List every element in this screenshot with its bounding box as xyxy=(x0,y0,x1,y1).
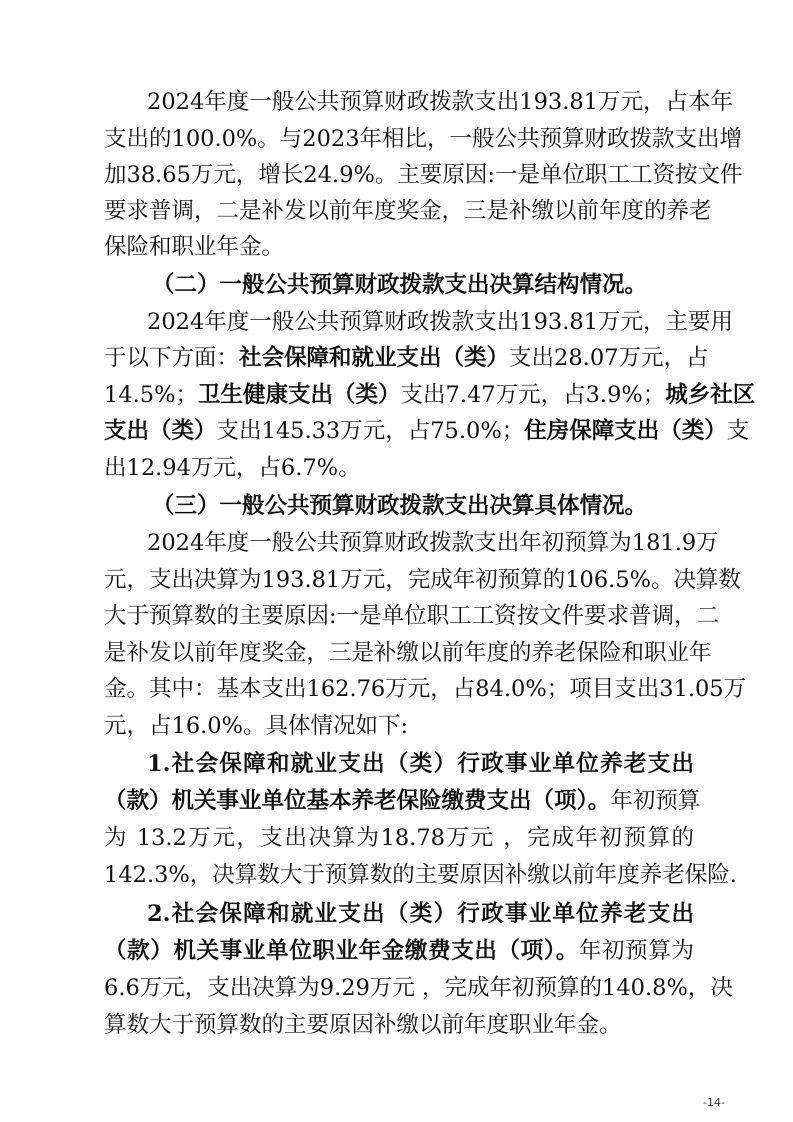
text-run: 支出28.07万元，占 xyxy=(509,345,709,371)
text-run: 年初预算为 xyxy=(578,938,694,964)
paragraph-line: 支出的100.0%。与2023年相比，一般公共预算财政拨款支出增 xyxy=(104,126,743,152)
paragraph-line: 是补发以前年度奖金，三是补缴以前年度的养老保险和职业年 xyxy=(104,640,712,666)
category-name: 支出（类） xyxy=(104,418,217,444)
paragraph-line: 为 13.2万元，支出决算为18.78万元 ，完成年初预算的 xyxy=(104,825,694,851)
paragraph-line xyxy=(104,344,709,372)
text-run: 于以下方面： xyxy=(104,345,240,371)
section-heading: （三）一般公共预算财政拨款支出决算具体情况。 xyxy=(152,493,648,519)
paragraph-line xyxy=(104,937,694,965)
paragraph-line: 2024年度一般公共预算财政拨款支出193.81万元，主要用 xyxy=(147,309,733,335)
paragraph-line: 算数大于预算数的主要原因补缴以前年度职业年金。 xyxy=(104,1012,622,1038)
category-name: 社会保障和就业支出（类） xyxy=(239,345,510,371)
paragraph-line: 大于预算数的主要原因:一是单位职工工资按文件要求普调，二 xyxy=(104,603,720,629)
paragraph-line: 2024年度一般公共预算财政拨款支出年初预算为181.9万 xyxy=(147,530,719,556)
paragraph-line: 元，支出决算为193.81万元，完成年初预算的106.5%。决算数 xyxy=(104,567,742,593)
item-heading: 1.社会保障和就业支出（类）行政事业单位养老支出 xyxy=(147,751,694,777)
paragraph-line xyxy=(104,417,750,445)
category-name: 卫生健康支出（类） xyxy=(197,382,401,408)
paragraph-line: 要求普调，二是补发以前年度奖金，三是补缴以前年度的养老 xyxy=(104,198,712,224)
paragraph-line: 出12.94万元，占6.7%。 xyxy=(104,455,361,481)
paragraph-line xyxy=(104,787,701,815)
paragraph-line: 保险和职业年金。 xyxy=(104,234,285,260)
paragraph-line xyxy=(104,381,756,409)
page-number: -14- xyxy=(703,1096,725,1109)
section-heading: （二）一般公共预算财政拨款支出决算结构情况。 xyxy=(152,272,648,298)
item-heading-continued: （款）机关事业单位基本养老保险缴费支出（项）。 xyxy=(104,788,611,814)
text-run: 14.5%； xyxy=(104,382,198,408)
paragraph-line: 6.6万元，支出决算为9.29万元 ，完成年初预算的140.8%，决 xyxy=(104,975,733,1001)
text-run: 支出145.33万元，占75.0%； xyxy=(216,418,525,444)
text-run: 年初预算 xyxy=(610,788,701,814)
paragraph-line: 金。其中：基本支出162.76万元，占84.0%；项目支出31.05万 xyxy=(104,676,747,702)
text-run: 支出7.47万元，占3.9%； xyxy=(400,382,666,408)
item-heading: 2.社会保障和就业支出（类）行政事业单位养老支出 xyxy=(147,901,694,927)
paragraph-line: 元，占16.0%。具体情况如下: xyxy=(104,713,409,739)
category-name: 住房保障支出（类） xyxy=(524,418,727,444)
paragraph-line: 加38.65万元，增长24.9%。主要原因:一是单位职工工资按文件 xyxy=(104,162,743,188)
paragraph-line: 2024年度一般公共预算财政拨款支出193.81万元，占本年 xyxy=(147,89,733,115)
paragraph-line: 142.3%，决算数大于预算数的主要原因补缴以前年度养老保险. xyxy=(104,862,737,888)
category-name: 城乡社区 xyxy=(665,382,756,408)
item-heading-continued: （款）机关事业单位职业年金缴费支出（项）。 xyxy=(104,938,579,964)
text-run: 支 xyxy=(726,418,750,444)
